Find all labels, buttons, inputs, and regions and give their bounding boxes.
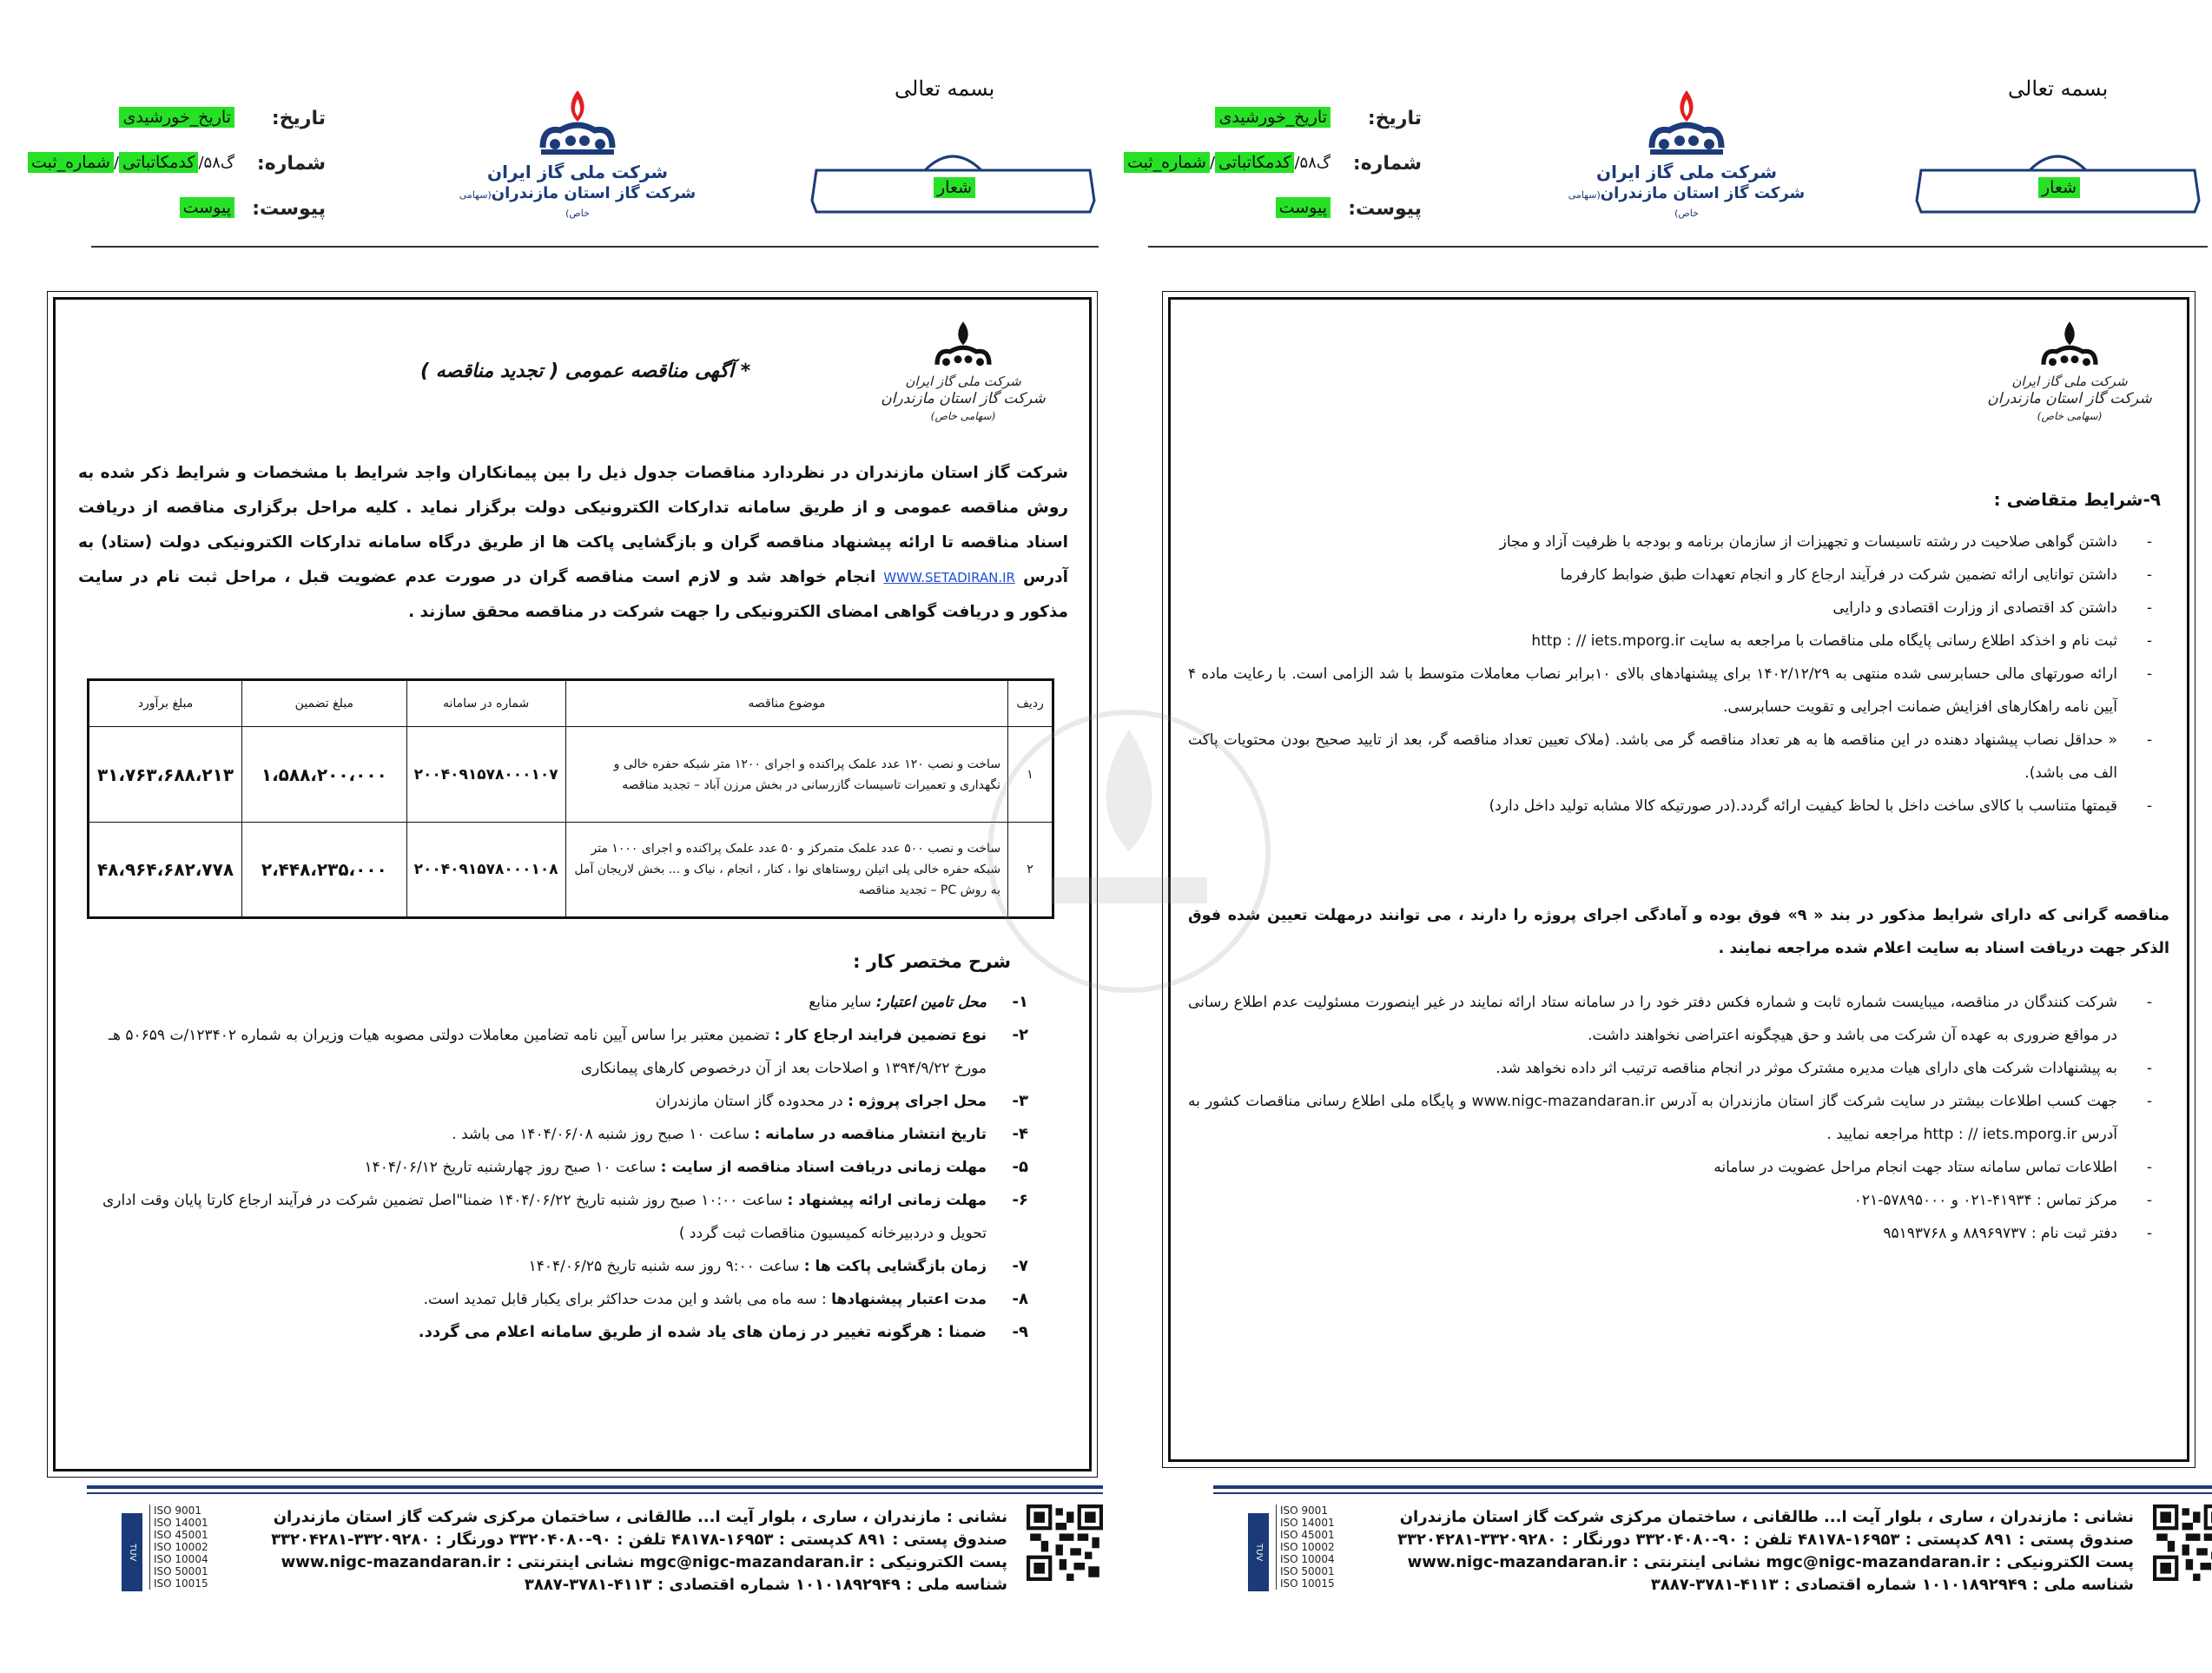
item-text: مرکز تماس : ۴۱۹۳۴-۰۲۱ و ۵۷۸۹۵۰۰۰-۰۲۱ [1853,1192,2117,1209]
attach-row [1135,195,1422,229]
header-divider [91,246,1099,248]
attach-value: پیوست [1276,197,1331,218]
number-row [30,149,326,184]
list-item: - داشتن گواهی صلاحیت در رشته تاسیسات و تجهیزات از سازمان برنامه و بودجه با ظرفیت آزاد و مجاز [1499,533,2152,551]
item-key: تاریخ انتشار مناقصه در سامانه : [754,1126,987,1143]
date-value: تاریخ_خورشیدی [1215,107,1331,128]
iso-item: ISO 10002 [154,1541,208,1553]
col-header-no: ردیف [1008,680,1053,727]
iso-item: ISO 45001 [1280,1529,1335,1541]
number-value: شماره_ثبت [28,152,114,173]
eligibility-paragraph: مناقصه گرانی که دارای شرایط مذکور در بند « ۹» فوق بوده و آمادگی اجرای پروژه را دارند ، می توانند درمهلت تعیین شده فوق الذکر جهت دریافت اسناد به سایت اعلام شده مراجعه نمایند . [1188,907,2169,957]
left-page [22,61,1125,1624]
list-item: - به پیشنهادات شرکت های دارای هیات مدیره مشترک موثر در انجام مناقصه ترتیب اثر داده نخواهد شد. [1496,1060,2152,1077]
item-key: مهلت زمانی ارائه پیشنهاد : [787,1192,987,1209]
number-label: شماره: [256,153,326,175]
item-text: داشتن توانایی ارائه تضمین شرکت در فرآیند ارجاع کار و انجام تعهدات طبق ضوابط کارفرما [1560,566,2117,584]
footer-line3: پست الکترونیکی : mgc@nigc-mazandaran.ir نشانی اینترنتی : www.nigc-mazandaran.ir [1407,1553,2134,1571]
list-item: - داشتن کد اقتصادی از وزارت اقتصادی و دارایی [1832,599,2152,617]
footer-address [1370,1506,2134,1597]
company-name-province-text: شرکت گاز استان مازندران [491,184,697,202]
tuv-badge: TUV [1248,1513,1269,1591]
list-item: - ثبت نام و اخذکد اطلاع رسانی پایگاه ملی مناقصات با مراجعه به سایت http : // iets.mporg.ir [1531,632,2152,650]
page-footer [1213,1485,2212,1594]
iso-item: ISO 10002 [1280,1541,1335,1553]
footer-line2: صندوق پستی : ۸۹۱ کدپستی : ۱۶۹۵۳-۴۸۱۷۸ تلفن : ۹۰-۳۳۲۰۴۰۸۰ دورنگار : ۳۳۲۰۹۲۸۰-۳۳۲۰۴۲۸۱ [271,1531,1007,1549]
list-item [73,1316,1028,1349]
row-subject: ساخت و نصب ۵۰۰ عدد علمک متمرکز و ۵۰ عدد علمک پراکنده و اجرای ۱۰۰۰ متر شبکه حفره خالی پلی اتیلن روستاهای نوا ، کنار ، انجام ، نیاک و ... بخش لاریجان آمل به روش PC – تجدید مناقصه [565,823,1007,918]
item-number: ۷- [1012,1257,1028,1275]
number-value-wrap [1124,153,1331,172]
footer-rule [87,1485,1103,1489]
row-code: ۲۰۰۴۰۹۱۵۷۸۰۰۰۱۰۷ [406,727,565,823]
item-text: ارائه صورتهای مالی حسابرسی شده منتهی به ۱۴۰۲/۱۲/۲۹ برای پیشنهادهای بالای ۱۰برابر نصاب معاملات متوسط با شد الزامی است. با رعایت ماده ۴ آیین نامه راهکارهای افزایش ضمانت اجرایی و تقویت حسابرسی. [1188,665,2117,716]
number-prefix: گ۵۸/ [198,154,234,172]
number-sep: / [1209,154,1216,172]
attach-value-wrap [1276,198,1331,217]
shoar-text: شعار [2038,177,2080,198]
footer-line4: شناسه ملی : ۱۰۱۰۱۸۹۲۹۴۹ شماره اقتصادی : ۴۱۱۳-۳۷۸۱-۳۸۸۷ [1650,1576,2134,1594]
iso-item: ISO 14001 [1280,1517,1335,1529]
qr-code-icon [1027,1504,1103,1581]
number-code: کدمکاتباتی [1215,152,1294,173]
item-text: اطلاعات تماس سامانه ستاد جهت انجام مراحل عضویت در سامانه [1713,1159,2117,1176]
list-item [73,1019,1028,1085]
item-key: ضمنا : هرگونه تغییر در زمان های یاد شده از طریق سامانه اعلام می گردد. [418,1323,987,1341]
item-number: ۶- [1012,1191,1028,1209]
footer-line4: شناسه ملی : ۱۰۱۰۱۸۹۲۹۴۹ شماره اقتصادی : ۴۱۱۳-۳۷۸۱-۳۸۸۷ [524,1576,1007,1594]
item-number: ۱- [1012,993,1028,1011]
table-row [89,823,1053,918]
company-name-province-text: شرکت گاز استان مازندران [1600,184,1806,202]
stamp-line2: شرکت گاز استان مازندران [881,390,1046,407]
footer-line2: صندوق پستی : ۸۹۱ کدپستی : ۱۶۹۵۳-۴۸۱۷۸ تلفن : ۹۰-۳۳۲۰۴۰۸۰ دورنگار : ۳۳۲۰۹۲۸۰-۳۳۲۰۴۲۸۱ [1397,1531,2134,1549]
row-estimate: ۴۸،۹۶۴،۶۸۲،۷۷۸ [89,823,242,918]
item-text: دفتر ثبت نام : ۸۸۹۶۹۷۳۷ و ۹۵۱۹۳۷۶۸ [1883,1225,2117,1242]
company-name-province [456,184,699,221]
item-key: محل اجرای پروژه : [848,1093,987,1110]
list-item [73,1085,1028,1118]
company-type-note: (سهامی خاص) [1568,189,1699,219]
list-item: - جهت کسب اطلاعات بیشتر در سایت شرکت گاز استان مازندران به آدرس www.nigc-mazandaran.ir و پایگاه ملی اطلاع رسانی مناقصات کشور به آدرس http : // iets.mporg.ir مراجعه نمایید . [1188,1093,2152,1143]
list-item: - مرکز تماس : ۴۱۹۳۴-۰۲۱ و ۵۷۸۹۵۰۰۰-۰۲۱ [1853,1192,2152,1209]
list-item: - دفتر ثبت نام : ۸۸۹۶۹۷۳۷ و ۹۵۱۹۳۷۶۸ [1883,1225,2152,1242]
list-item [73,986,1028,1019]
number-label: شماره: [1352,153,1422,175]
item-text: جهت کسب اطلاعات بیشتر در سایت شرکت گاز استان مازندران به آدرس www.nigc-mazandaran.ir و پایگاه ملی اطلاع رسانی مناقصات کشور به آدرس http : // iets.mporg.ir مراجعه نمایید . [1188,1093,2117,1143]
summary-title: شرح مختصر کار : [853,951,1011,972]
row-estimate: ۳۱،۷۶۳،۶۸۸،۲۱۳ [89,727,242,823]
letter-meta [30,104,326,235]
shoar-banner [808,163,1099,214]
iso-list [1276,1504,1335,1590]
date-value-wrap [1215,108,1331,127]
table-header-row [89,680,1053,727]
iso-item: ISO 14001 [154,1517,208,1529]
col-header-estimate: مبلغ برآورد [89,680,242,727]
date-value-wrap [119,108,234,127]
nigc-flame-icon [1634,87,1739,158]
attach-value: پیوست [180,197,234,218]
item-text: داشتن کد اقتصادی از وزارت اقتصادی و دارایی [1832,599,2117,617]
item-text: ساعت ۹:۰۰ روز سه شنبه تاریخ ۱۴۰۴/۰۶/۲۵ [528,1258,804,1275]
item-key: زمان بازگشایی پاکت ها : [803,1258,987,1275]
item-key: نوع تضمین فرایند ارجاع کار : [774,1027,987,1044]
item-number: ۳- [1012,1092,1028,1110]
company-stamp [1978,319,2161,432]
iso-item: ISO 10015 [1280,1577,1335,1590]
tender-title: * آگهی مناقصه عمومی ( تجدید مناقصه ) [420,360,751,382]
company-type-note: (سهامی خاص) [459,189,590,219]
item-text: سایر منابع [809,994,876,1011]
stamp-line3: (سهامی خاص) [930,410,996,422]
list-item: - « حداقل نصاب پیشنهاد دهنده در این مناقصه ها به هر تعداد مناقصه گر می باشد. (ملاک تعیین تعداد مناقصه گر، بعد از تایید صحیح بودن محتویات پاکت الف می باشد). [1188,731,2152,782]
date-label: تاریخ: [1367,108,1422,129]
list-item: - شرکت کنندگان در مناقصه، میبایست شماره ثابت و شماره فکس دفتر خود را در سامانه ستاد ارائه نمایند در غیر اینصورت مسئولیت عدم اطلاع رسانی در مواقع ضروری به عهده آن شرکت می باشد و حق هیچگونه اعتراضی نخواهند داشت. [1188,994,2152,1044]
iso-certifications [1248,1504,1422,1600]
number-value-wrap [28,153,234,172]
row-no: ۲ [1008,823,1053,918]
list-item [73,1118,1028,1151]
col-header-guarantee: مبلغ تضمین [242,680,407,727]
item-number: ۲- [1012,1026,1028,1044]
nigc-flame-icon [525,87,630,158]
row-no: ۱ [1008,727,1053,823]
item-text: : سه ماه می باشد و این مدت حداکثر برای یکبار قابل تمدید است. [423,1291,832,1308]
company-logo [456,87,699,226]
number-code: کدمکاتباتی [119,152,198,173]
intro-paragraph [78,456,1068,630]
item-text: « حداقل نصاب پیشنهاد دهنده در این مناقصه ها به هر تعداد مناقصه گر می باشد. (ملاک تعیین تعداد مناقصه گر، بعد از تایید صحیح بودن محتویات پاکت الف می باشد). [1188,731,2117,782]
footer-rule-thin [1213,1492,2212,1494]
item-text: شرکت کنندگان در مناقصه، میبایست شماره ثابت و شماره فکس دفتر خود را در سامانه ستاد ارائه نمایند در غیر اینصورت مسئولیت عدم اطلاع رسانی در مواقع ضروری به عهده آن شرکت می باشد و حق هیچگونه اعتراضی نخواهند داشت. [1188,994,2117,1044]
number-sep: / [113,154,120,172]
item-key: مهلت زمانی دریافت اسناد مناقصه از سایت : [660,1159,987,1176]
attach-label: پیوست: [252,198,326,220]
tender-table [87,678,1054,919]
company-name-province [1565,184,1808,221]
company-name-national: شرکت ملی گاز ایران [1596,162,1777,182]
item-number: ۸- [1012,1290,1028,1308]
conditions-list [1188,526,2152,823]
footer-address [243,1506,1007,1597]
number-row [1126,149,1422,184]
attach-row [39,195,326,229]
conditions-title: ۹-شرایط متقاضی : [1993,489,2161,510]
footer-rule-thin [87,1492,1103,1494]
table-row [89,727,1053,823]
page-footer [87,1485,1103,1594]
banner-frame [808,136,1099,214]
item-text: در محدوده گاز استان مازندران [655,1093,848,1110]
iso-item: ISO 10004 [154,1553,208,1565]
banner-frame [1912,136,2203,214]
footer-line3: پست الکترونیکی : mgc@nigc-mazandaran.ir نشانی اینترنتی : www.nigc-mazandaran.ir [281,1553,1007,1571]
company-name-national: شرکت ملی گاز ایران [487,162,668,182]
letter-meta [1126,104,1422,235]
item-text: ثبت نام و اخذکد اطلاع رسانی پایگاه ملی مناقصات با مراجعه به سایت http : // iets.mporg.ir [1531,632,2117,650]
besmellah: بسمه تعالی [895,76,995,101]
iso-certifications [122,1504,295,1600]
iso-list [149,1504,208,1590]
stamp-line1: شرکت ملی گاز ایران [905,374,1021,389]
stamp-line3: (سهامی خاص) [2037,410,2103,422]
stamp-flame-icon [2030,319,2109,373]
footer-line1: نشانی : مازندران ، ساری ، بلوار آیت ا... طالقانی ، ساختمان مرکزی شرکت گاز استان مازندران [1399,1508,2134,1526]
item-text: داشتن گواهی صلاحیت در رشته تاسیسات و تجهیزات از سازمان برنامه و بودجه با ظرفیت آزاد و مجاز [1499,533,2117,551]
list-item [73,1250,1028,1283]
item-text: به پیشنهادات شرکت های دارای هیات مدیره مشترک موثر در انجام مناقصه ترتیب اثر داده نخواهد شد. [1496,1060,2117,1077]
row-guarantee: ۱،۵۸۸،۲۰۰،۰۰۰ [242,727,407,823]
item-text: تضمین معتبر برا ساس آیین نامه تضامین معاملات دولتی مصوبه هیات وزیران به شماره ۱۲۳۴۰۲/ت ۵۰۶۵۹ هـ مورخ ۱۳۹۴/۹/۲۲ و اصلاحات بعد از آن درخصوص کارهای پیمانکاری [109,1027,987,1077]
qr-code-icon [2153,1504,2212,1581]
attach-value-wrap [180,198,234,217]
item-text: ساعت ۱۰ صبح روز شنبه ۱۴۰۴/۰۶/۰۸ می باشد . [452,1126,755,1143]
list-item: - اطلاعات تماس سامانه ستاد جهت انجام مراحل عضویت در سامانه [1713,1159,2152,1176]
iso-item: ISO 45001 [154,1529,208,1541]
list-item: - ارائه صورتهای مالی حسابرسی شده منتهی به ۱۴۰۲/۱۲/۲۹ برای پیشنهادهای بالای ۱۰برابر نصاب معاملات متوسط با شد الزامی است. با رعایت ماده ۴ آیین نامه راهکارهای افزایش ضمانت اجرایی و تقویت حسابرسی. [1188,665,2152,716]
iso-item: ISO 50001 [154,1565,208,1577]
summary-list [73,986,1028,1349]
list-item [73,1283,1028,1316]
item-key: مدت اعتبار پیشنهادها [831,1291,987,1308]
item-text: ساعت ۱۰ صبح روز چهارشنبه تاریخ ۱۴۰۴/۰۶/۱۲ [364,1159,661,1176]
watermark-logo-icon [964,678,1294,1060]
date-label: تاریخ: [271,108,326,129]
intro-text-2: انجام خواهد شد و لازم است مناقصه گران در صورت عدم عضویت قبل ، مراحل ثبت نام در سایت مذکور و دریافت گواهی امضای الکترونیکی را جهت شرکت در مناقصه محقق سازند . [78,568,1068,621]
date-row [1135,104,1422,139]
intro-text-1: شرکت گاز استان مازندران در نظردارد مناقصات جدول ذیل را بین پیمانکاران واجد شرایط با مشخصات و شرایط ذکر شده به روش مناقصه عمومی و از طریق سامانه تدارکات الکترونیکی دولت برگزار نماید . کلیه مراحل برگزاری مناقصه از دریافت اسناد مناقصه تا ارائه پیشنهاد مناقصه گران و بازگشایی پاکت ها از طریق درگاه سامانه تدارکات الکترونیکی دولت (ستاد) به آدرس [78,464,1068,586]
number-prefix: گ۵۸/ [1294,154,1331,172]
content-box [53,297,1092,1471]
attach-label: پیوست: [1348,198,1422,220]
item-key: محل تامین اعتبار: [875,994,987,1011]
content-box [1168,297,2189,1462]
list-item [73,1151,1028,1184]
tuv-badge: TUV [122,1513,142,1591]
item-text: قیمتها متناسب با کالای ساخت داخل با لحاظ کیفیت ارائه گردد.(در صورتیکه کالا مشابه تولید داخل دارد) [1489,797,2117,815]
shoar-text: شعار [934,177,975,198]
iso-item: ISO 10015 [154,1577,208,1590]
col-header-code: شماره در سامانه [406,680,565,727]
iso-item: ISO 50001 [1280,1565,1335,1577]
item-number: ۵- [1012,1158,1028,1176]
company-logo [1565,87,1808,226]
item-number: ۹- [1012,1323,1028,1341]
iso-item: ISO 9001 [1280,1504,1328,1517]
footer-rule [1213,1485,2212,1489]
row-guarantee: ۲،۴۴۸،۲۳۵،۰۰۰ [242,823,407,918]
stamp-line1: شرکت ملی گاز ایران [2011,374,2128,389]
besmellah: بسمه تعالی [2008,76,2109,101]
list-item: - قیمتها متناسب با کالای ساخت داخل با لحاظ کیفیت ارائه گردد.(در صورتیکه کالا مشابه تولید داخل دارد) [1489,797,2152,815]
header-divider [1148,246,2208,248]
date-value: تاریخ_خورشیدی [119,107,234,128]
iso-item: ISO 9001 [154,1504,201,1517]
date-row [39,104,326,139]
notes-list [1188,986,2152,1250]
shoar-banner [1912,163,2203,214]
stamp-line2: شرکت گاز استان مازندران [1987,390,2152,407]
col-header-subject: موضوع مناقصه [565,680,1007,727]
footer-line1: نشانی : مازندران ، ساری ، بلوار آیت ا... طالقانی ، ساختمان مرکزی شرکت گاز استان مازندران [273,1508,1007,1526]
number-value: شماره_ثبت [1124,152,1210,173]
stamp-flame-icon [924,319,1002,373]
row-code: ۲۰۰۴۰۹۱۵۷۸۰۰۰۱۰۸ [406,823,565,918]
list-item: - داشتن توانایی ارائه تضمین شرکت در فرآیند ارجاع کار و انجام تعهدات طبق ضوابط کارفرما [1560,566,2152,584]
item-number: ۴- [1012,1125,1028,1143]
row-subject: ساخت و نصب ۱۲۰ عدد علمک پراکنده و اجرای ۱۲۰۰ متر شبکه حفره خالی و نگهداری و تعمیرات تاسیسات گازرسانی در بخش مرزن آباد – تجدید مناقصه [565,727,1007,823]
setadiran-link[interactable]: WWW.SETADIRAN.IR [883,570,1015,585]
list-item [73,1184,1028,1250]
item-text: ساعت ۱۰:۰۰ صبح روز شنبه تاریخ ۱۴۰۴/۰۶/۲۲ ضمنا"اصل تضمین شرکت در فرآیند ارجاع کارتا پایان وقت اداری تحویل و دردبیرخانه کمیسیون مناقصات ثبت گردد ) [102,1192,987,1242]
company-stamp [872,319,1054,432]
iso-item: ISO 10004 [1280,1553,1335,1565]
